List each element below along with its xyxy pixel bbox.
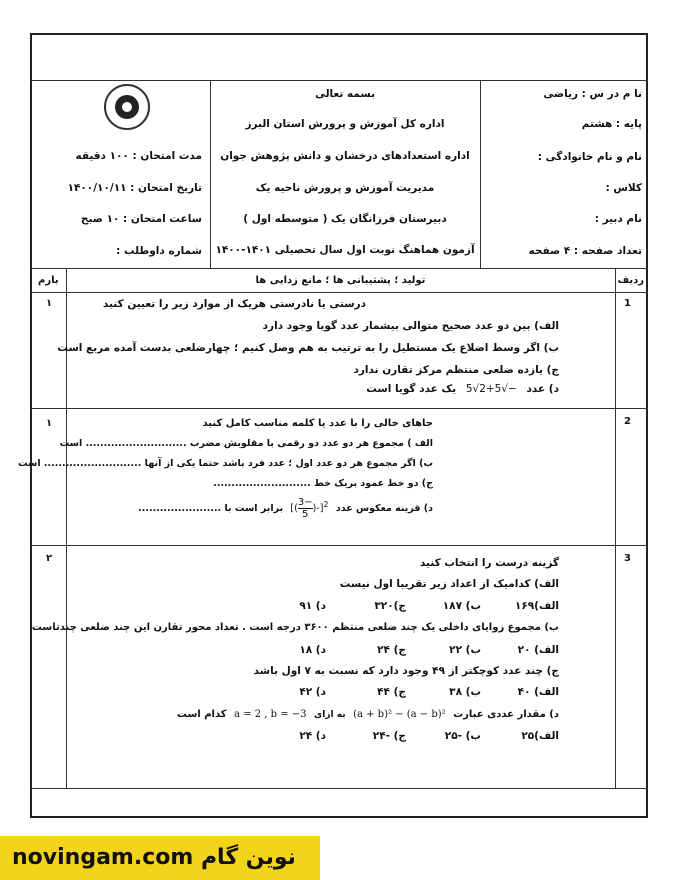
question-1-score: ۱ [46, 298, 53, 309]
org-line-4: دبیرستان فرزانگان یک ( متوسطه اول ) [243, 213, 447, 225]
q3-d-label: د) مقدار عددی عبارت [453, 709, 559, 720]
q3-d-opt-4: د) ۲۴ [299, 730, 326, 742]
col-divider-radif [615, 268, 616, 788]
field-date: تاریخ امتحان : ۱۴۰۰/۱۰/۱۱ [67, 182, 202, 194]
q3-a-opt-4: د) ۹۱ [299, 600, 326, 612]
field-subject: نا م در س : ریاضی [543, 88, 642, 100]
q1-line-b: ب) اگر وسط اضلاع یک مستطیل را به ترتیب به هم وصل کنیم ؛ چهارضلعی بدست آمده مربع است [57, 342, 559, 354]
table-header-barem: بارم [38, 275, 59, 286]
q2-d-label: د) قرینه معکوس عدد [335, 503, 433, 514]
question-3-number: 3 [624, 553, 631, 564]
table-header-radif: ردیف [617, 275, 644, 286]
q3-d-expression: (a + b)² − (a − b)² [353, 709, 446, 720]
q3-c-stem: ج) چند عدد کوچکتر از ۴۹ وجود دارد که نسبت به ۷ اول باشد [253, 665, 559, 677]
q2-line-intro: جاهای خالی را با عدد یا کلمه مناسب کامل کنید [202, 418, 433, 429]
q3-b-stem: ب) مجموع زوایای داخلی یک چند ضلعی منتظم ۳۶۰۰ درجه است . تعداد محور تقارن این چند ضلعی چندتاست [31, 622, 559, 633]
q3-d-opt-2: ب) -۲۵ [444, 730, 481, 742]
q3-a-opt-2: ب) ۱۸۷ [442, 600, 481, 612]
q3-d-mid: به ازای [314, 710, 346, 720]
field-candidate-number: شماره داوطلب : [116, 245, 202, 257]
q3-d-values: a = 2 , b = −3 [234, 709, 307, 720]
q3-b-opt-1: الف) ۲۰ [517, 644, 559, 656]
q3-a-opt-3: ج)۳۲۰ [374, 600, 406, 612]
q3-d-stem [177, 709, 559, 720]
q2-d-tail: برابر است با ....................... [138, 503, 284, 514]
question-1-number: 1 [624, 298, 631, 309]
question-2-number: 2 [624, 416, 631, 427]
q3-c-opt-2: ب) ۳۸ [449, 686, 481, 698]
org-line-3: مدیریت آموزش و پرورش ناحیه یک [255, 182, 435, 194]
q1-line-a: الف) بین دو عدد صحیح متوالی بیشمار عدد گویا وجود دارد [262, 320, 559, 332]
q3-c-opt-3: ج) ۴۴ [377, 686, 406, 698]
question-2-score: ۱ [46, 418, 53, 429]
q2-line-b: ب) اگر مجموع هر دو عدد اول ؛ عدد فرد باشد حتما یکی از آنها ........................... است [17, 458, 433, 469]
q2-d-frac-top: 3− [297, 497, 313, 508]
q3-d-opt-1: الف)۲۵ [521, 730, 559, 742]
field-page-count: تعداد صفحه : ۴ صفحه [528, 245, 642, 257]
q3-d-tail: کدام است [176, 709, 227, 720]
q1-line-intro: درستی یا نادرستی هریک از موارد زیر را تعیین کنید [102, 298, 366, 310]
q2-line-a: الف ) مجموع هر دو عدد دو رقمی با مقلوبش مضرب ............................ است [59, 438, 433, 449]
field-duration: مدت امتحان : ۱۰۰ دقیقه [75, 150, 202, 162]
field-time: ساعت امتحان : ۱۰ صبح [80, 213, 202, 225]
q2-d-fraction: [( $\frac{3-}{5}$ )-]$^2$ [290, 497, 329, 520]
q3-a-opt-1: الف)۱۶۹ [514, 600, 559, 612]
q3-b-opt-3: ج) ۲۴ [377, 644, 406, 656]
field-teacher: نام دبیر : [594, 213, 642, 225]
bismillah: بسمه تعالی [314, 88, 376, 100]
table-header-middle: تولید ؛ پشتیبانی ها ؛ مانع زدایی ها [255, 275, 426, 286]
q3-b-opt-4: د) ۱۸ [299, 644, 326, 656]
field-class: کلاس : [605, 182, 642, 194]
q3-intro: گزینه درست را انتخاب کنید [419, 557, 559, 569]
q3-c-opt-4: د) ۴۲ [299, 686, 326, 698]
q3-b-opt-2: ب) ۲۲ [449, 644, 481, 656]
q2-d-frac-bottom: 5 [302, 509, 309, 520]
org-line-1: اداره کل آموزش و پرورش استان البرز [245, 118, 445, 130]
q1-d-math: 5√2+5√− [465, 383, 517, 395]
field-student-name: نام و نام خانوادگی : [537, 151, 642, 163]
org-line-5: آزمون هماهنگ نوبت اول سال تحصیلی ۱۴۰۱-۱۴۰۰ [215, 244, 475, 256]
q1-d-label: د) عدد [526, 383, 559, 395]
question-3-score: ۲ [46, 553, 53, 564]
field-grade: پایه : هشتم [581, 118, 642, 130]
q2-line-c: ج) دو خط عمود بریک خط ........................... [213, 478, 433, 489]
q1-line-c: ج) یازده ضلعی منتظم مرکز تقارن ندارد [353, 364, 559, 376]
q3-d-opt-3: ج) -۲۴ [372, 730, 406, 742]
q3-c-opt-1: الف) ۴۰ [517, 686, 559, 698]
brand-footer-banner[interactable]: novingam.com نوین گام [0, 836, 320, 880]
org-line-2: اداره استعدادهای درخشان و دانش پژوهش جوان [220, 150, 470, 162]
q1-d-tail: یک عدد گویا است [366, 383, 457, 395]
q3-a-stem: الف) کدامیک از اعداد زیر تقریبا اول نیست [339, 578, 559, 590]
